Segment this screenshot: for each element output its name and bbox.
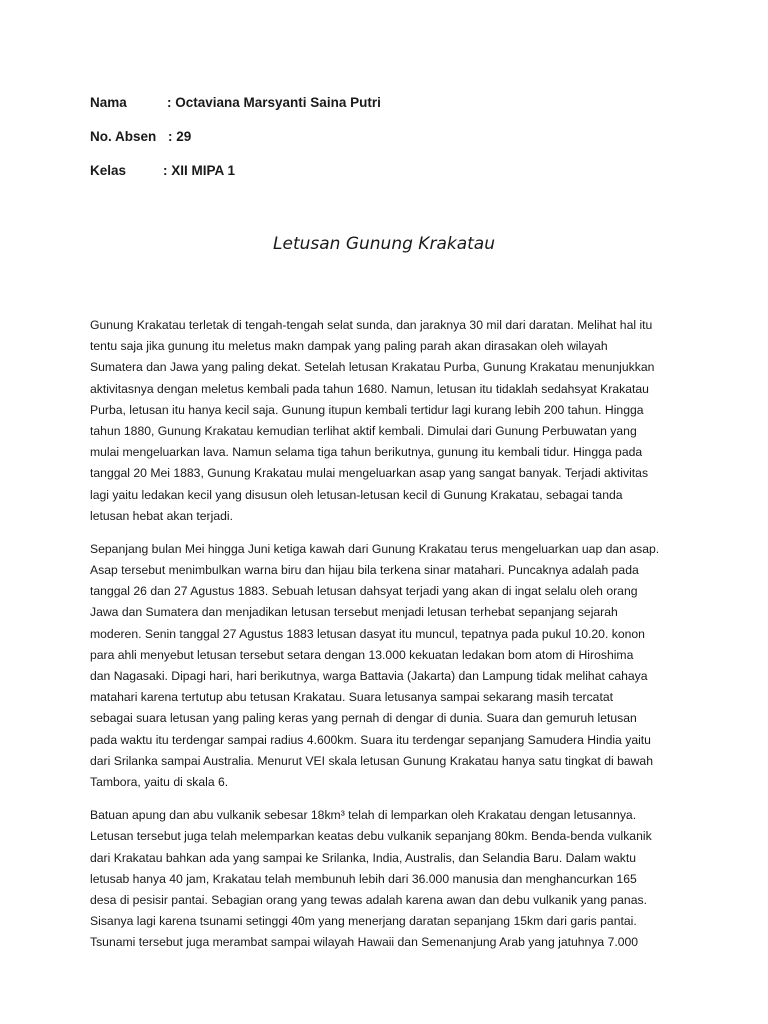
document-title: Letusan Gunung Krakatau	[273, 234, 495, 254]
paragraph-line: para ahli menyebut letusan tersebut setara dengan 13.000 kekuatan ledakan bom atom di Hiroshima	[90, 647, 634, 662]
paragraph-line: Gunung Krakatau terletak di tengah-tengah selat sunda, dan jaraknya 30 mil dari daratan. Melihat hal itu	[90, 318, 653, 332]
name-label: Nama	[90, 95, 127, 110]
paragraph-line: tanggal 20 Mei 1883, Gunung Krakatau mulai mengeluarkan asap yang sangat banyak. Terjadi aktivitas	[90, 466, 649, 481]
paragraph-line: sebagai suara letusan yang paling keras yang pernah di dengar di dunia. Suara dan gemuruh letusan	[90, 711, 637, 726]
kelas-value: : XII MIPA 1	[163, 163, 236, 178]
paragraph-line: moderen. Senin tanggal 27 Agustus 1883 letusan dasyat itu muncul, tepatnya pada pukul 10.20. konon	[90, 626, 645, 641]
paragraph-line: aktivitasnya dengan meletus kembali pada tahun 1680. Namun, letusan itu tidaklah sedahsyat Krakatau	[90, 381, 649, 396]
paragraph-line: Sisanya lagi karena tsunami setinggi 40m yang menerjang daratan sepanjang 15km dari garis pantai.	[90, 914, 637, 929]
paragraph-line: Sumatera dan Jawa yang paling dekat. Setelah letusan Krakatau Purba, Gunung Krakatau menunjukkan	[90, 360, 655, 375]
paragraph-line: lagi yaitu ledakan kecil yang disusun oleh letusan-letusan kecil di Gunung Krakatau, sebagai tanda	[90, 487, 623, 502]
student-info	[90, 93, 690, 195]
paragraph-line: dari Krakatau bahkan ada yang sampai ke Srilanka, India, Australis, dan Selandia Baru. Dalam waktu	[90, 850, 637, 865]
paragraph	[90, 315, 680, 527]
paragraph-line: tahun 1880, Gunung Krakatau kemudian terlihat aktif kembali. Dimulai dari Gunung Perbuwatan yang	[90, 423, 637, 438]
paragraph-line: dari Srilanka sampai Australia. Menurut VEI skala letusan Gunung Krakatau hanya satu tingkat di bawah	[90, 753, 653, 768]
paragraph-line: Letusan tersebut juga telah melemparkan keatas debu vulkanik sepanjang 80km. Benda-benda vulkanik	[90, 829, 652, 844]
absen-row	[90, 127, 690, 161]
kelas-row	[90, 161, 690, 195]
paragraph-line: Batuan apung dan abu vulkanik sebesar 18km³ telah di lemparkan oleh Krakatau dengan letusannya.	[90, 808, 637, 823]
paragraph-line: Tsunami tersebut juga merambat sampai wilayah Hawaii dan Semenanjung Arab yang jatuhnya 7.000	[90, 935, 639, 950]
paragraph-line: desa di pesisir pantai. Sebagian orang yang tewas adalah karena awan dan debu vulkanik yang panas.	[90, 892, 647, 907]
name-value: : Octaviana Marsyanti Saina Putri	[167, 95, 381, 110]
paragraph-line: letusab hanya 40 jam, Krakatau telah membunuh lebih dari 36.000 manusia dan menghancurkan 165	[90, 871, 637, 886]
paragraph-line: Sepanjang bulan Mei hingga Juni ketiga kawah dari Gunung Krakatau terus mengeluarkan uap dan asap.	[90, 541, 660, 556]
paragraph	[90, 539, 680, 793]
absen-label: No. Absen	[90, 129, 157, 144]
name-row	[90, 93, 690, 127]
paragraph-line: tentu saja jika gunung itu meletus makn dampak yang paling parah akan dirasakan oleh wilayah	[90, 339, 608, 354]
absen-value: : 29	[168, 129, 192, 144]
paragraph-line: Asap tersebut menimbulkan warna biru dan hijau bila terkena sinar matahari. Puncaknya adalah pada	[90, 563, 639, 578]
document-body	[90, 315, 680, 965]
paragraph-line: Tambora, yaitu di skala 6.	[90, 774, 229, 789]
paragraph-line: tanggal 26 dan 27 Agustus 1883. Sebuah letusan dahsyat terjadi yang akan di ingat selalu oleh orang	[90, 584, 638, 599]
paragraph-line: letusan hebat akan terjadi.	[90, 508, 233, 523]
paragraph-line: Purba, letusan itu hanya kecil saja. Gunung itupun kembali tertidur lagi kurang lebih 200 tahun. Hingga	[90, 402, 644, 417]
paragraph-line: matahari karena tertutup abu tetusan Krakatau. Suara letusanya sampai sekarang masih tercatat	[90, 690, 614, 705]
paragraph-line: Jawa dan Sumatera dan menjadikan letusan tersebut menjadi letusan terhebat sepanjang sejarah	[90, 605, 618, 620]
paragraph-line: dan Nagasaki. Dipagi hari, hari berikutnya, warga Battavia (Jakarta) dan Lampung tidak melihat cahaya	[90, 669, 648, 683]
paragraph-line: mulai mengeluarkan lava. Namun selama tiga tahun berikutnya, gunung itu kembali tidur. Hingga pada	[90, 445, 643, 460]
kelas-label: Kelas	[90, 163, 127, 178]
paragraph-line: pada waktu itu terdengar sampai radius 4.600km. Suara itu terdengar sepanjang Samudera Hindia yaitu	[90, 732, 651, 747]
paragraph	[90, 805, 680, 953]
